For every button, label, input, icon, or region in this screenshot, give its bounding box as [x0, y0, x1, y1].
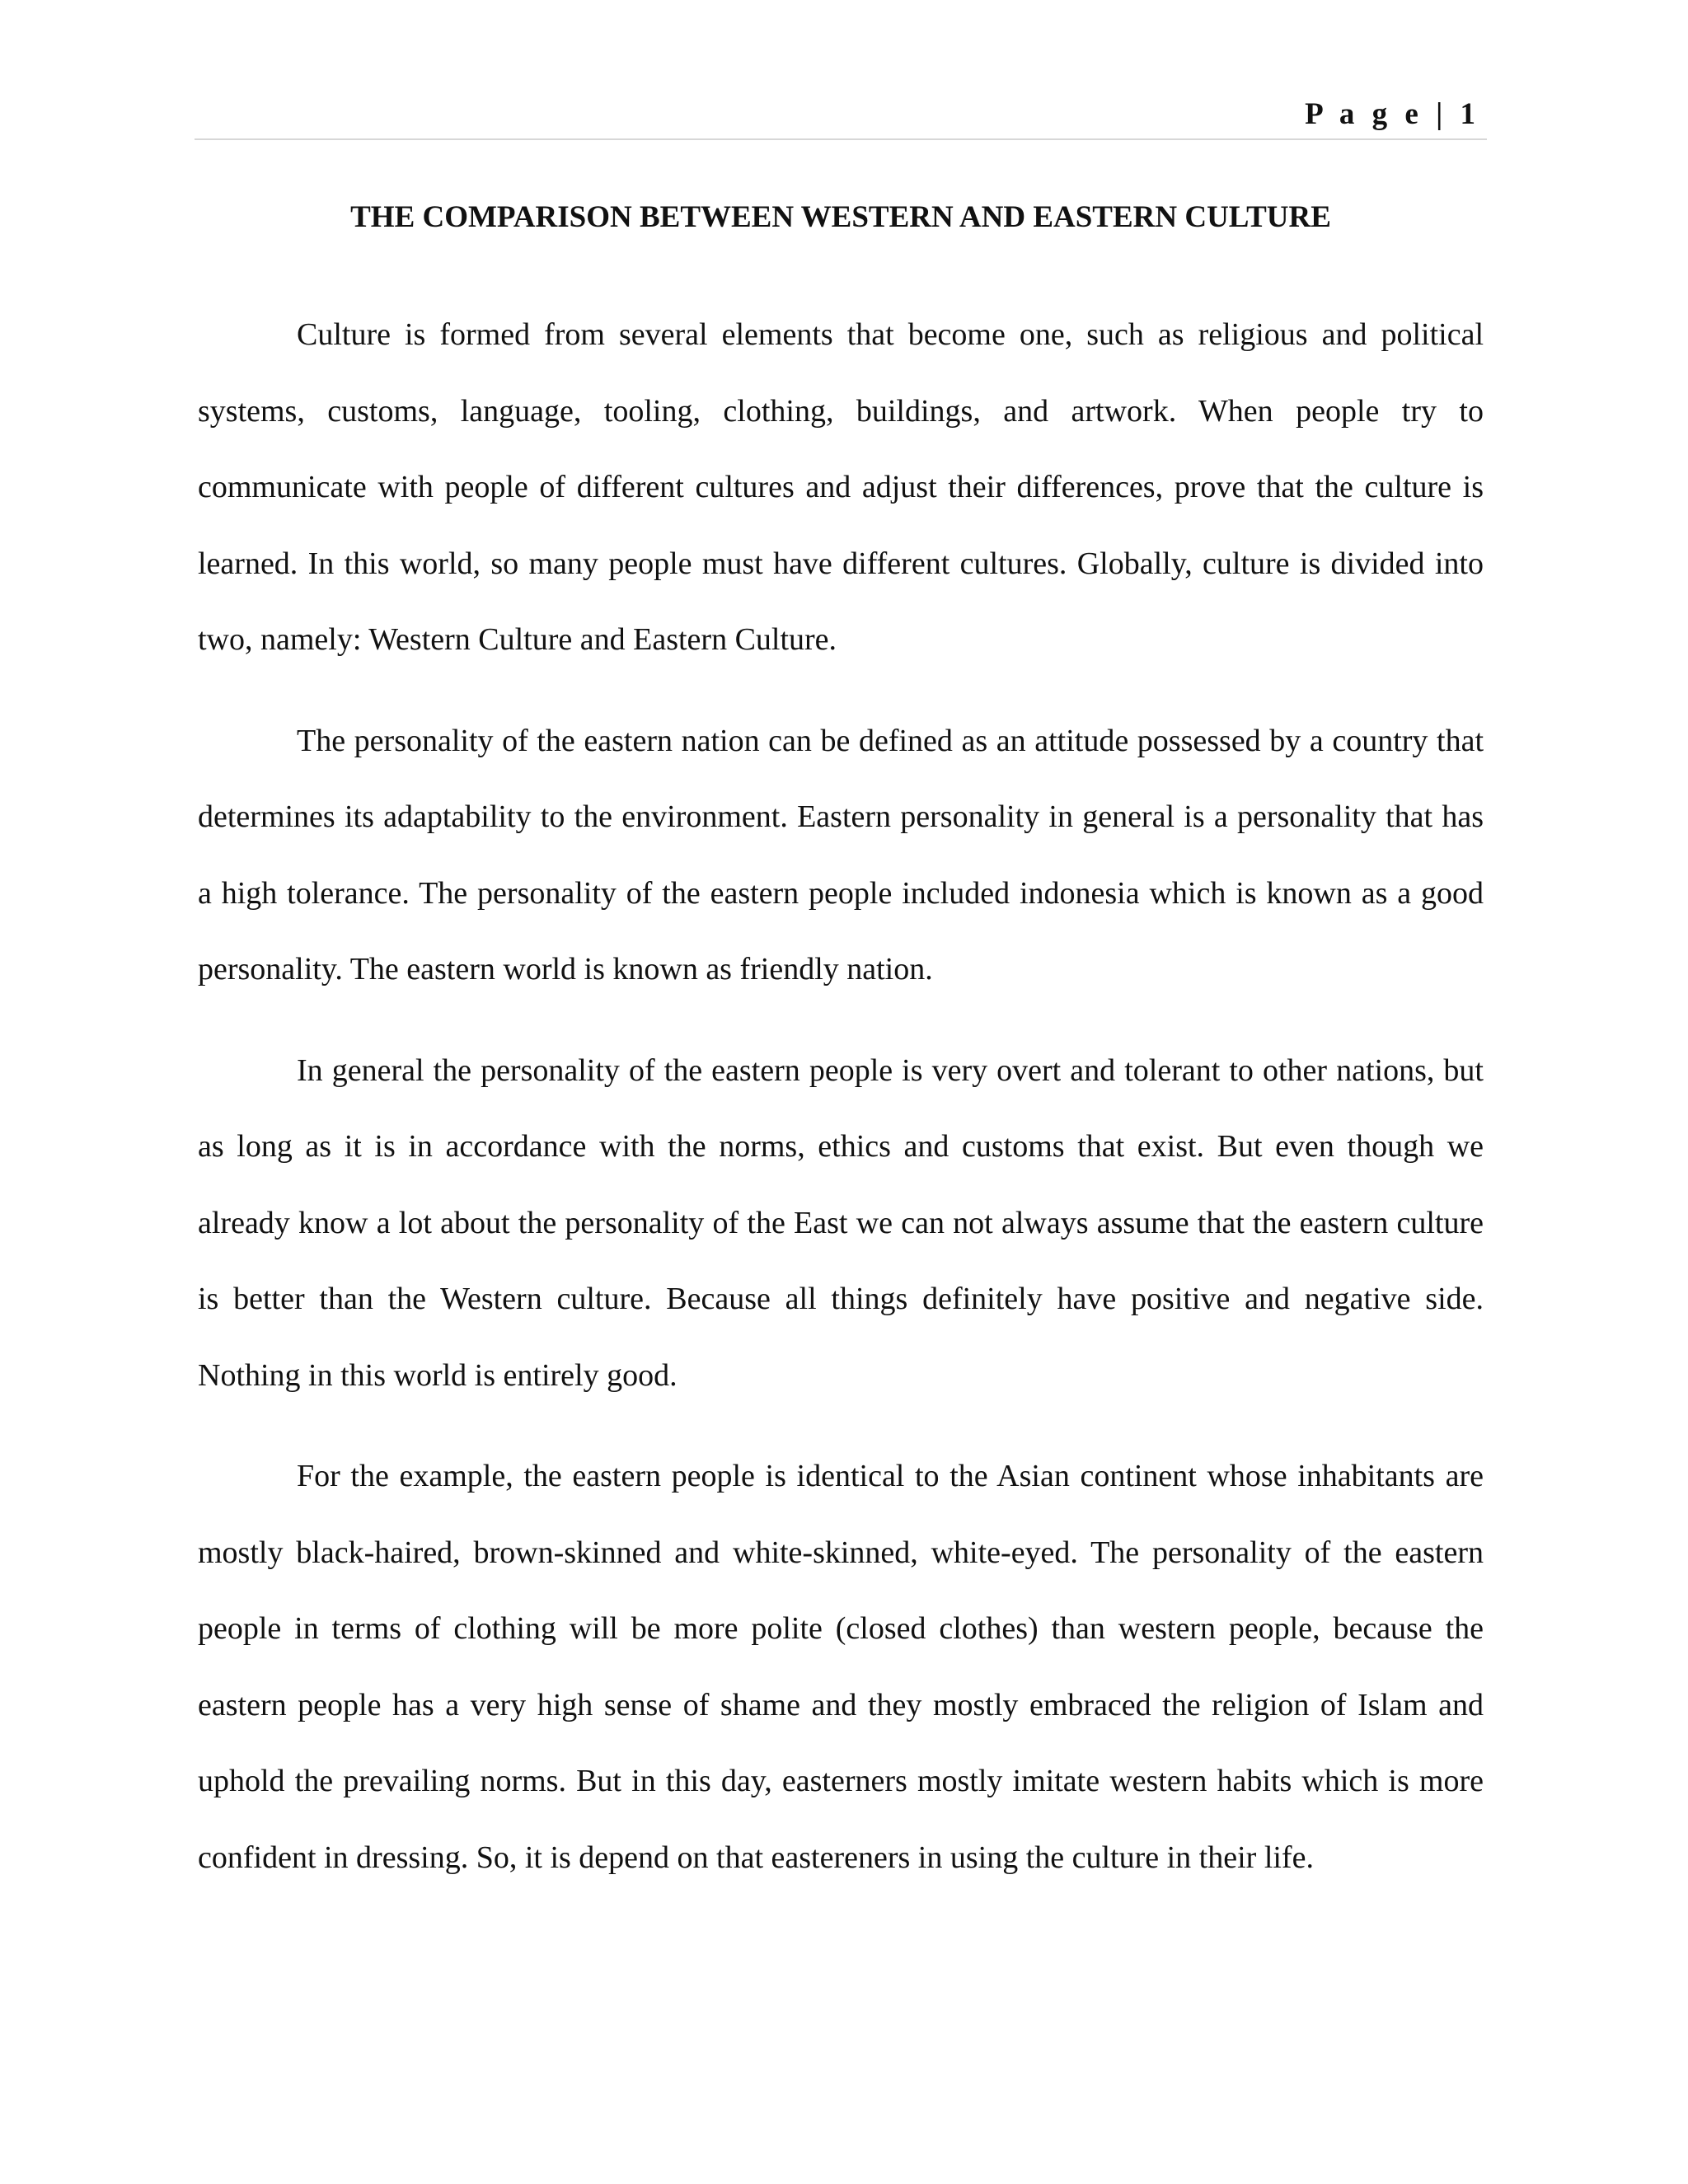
paragraph-3: In general the personality of the eastern people is very overt and tolerant to other nations, but as long as it is in accordance with the norms, ethics and customs that exist. But even though we already know a lot about the personality of the East we can not always assume that the eastern culture is better than the Western culture. Because all things definitely have positive and negative side. Nothing in this world is entirely good.	[198, 1052, 1484, 1393]
document-title: THE COMPARISON BETWEEN WESTERN AND EASTERN CULTURE	[350, 200, 1331, 234]
header-divider	[195, 138, 1487, 140]
paragraph-4: For the example, the eastern people is identical to the Asian continent whose inhabitants are mostly black-haired, brown-skinned and white-skinned, white-eyed. The personality of the eastern people in terms of clothing will be more polite (closed clothes) than western people, because the eastern people has a very high sense of shame and they mostly embraced the religion of Islam and uphold the prevailing norms. But in this day, easterners mostly imitate western habits which is more confident in dressing. So, it is depend on that eastereners in using the culture in their life.	[198, 1459, 1484, 1875]
page-header	[195, 92, 1487, 137]
paragraph-1: Culture is formed from several elements that become one, such as religious and political systems, customs, language, tooling, clothing, buildings, and artwork. When people try to communicate with people of different cultures and adjust their differences, prove that the culture is learned. In this world, so many people must have different cultures. Globally, culture is divided into two, namely: Western Culture and Eastern Culture.	[198, 317, 1484, 657]
paragraph-2: The personality of the eastern nation can be defined as an attitude possessed by a country that determines its adaptability to the environment. Eastern personality in general is a personality that has a high tolerance. The personality of the eastern people included indonesia which is known as a good personality. The eastern world is known as friendly nation.	[198, 723, 1484, 987]
page-number: P a g e | 1	[1305, 97, 1480, 131]
document-body	[198, 297, 1484, 1920]
